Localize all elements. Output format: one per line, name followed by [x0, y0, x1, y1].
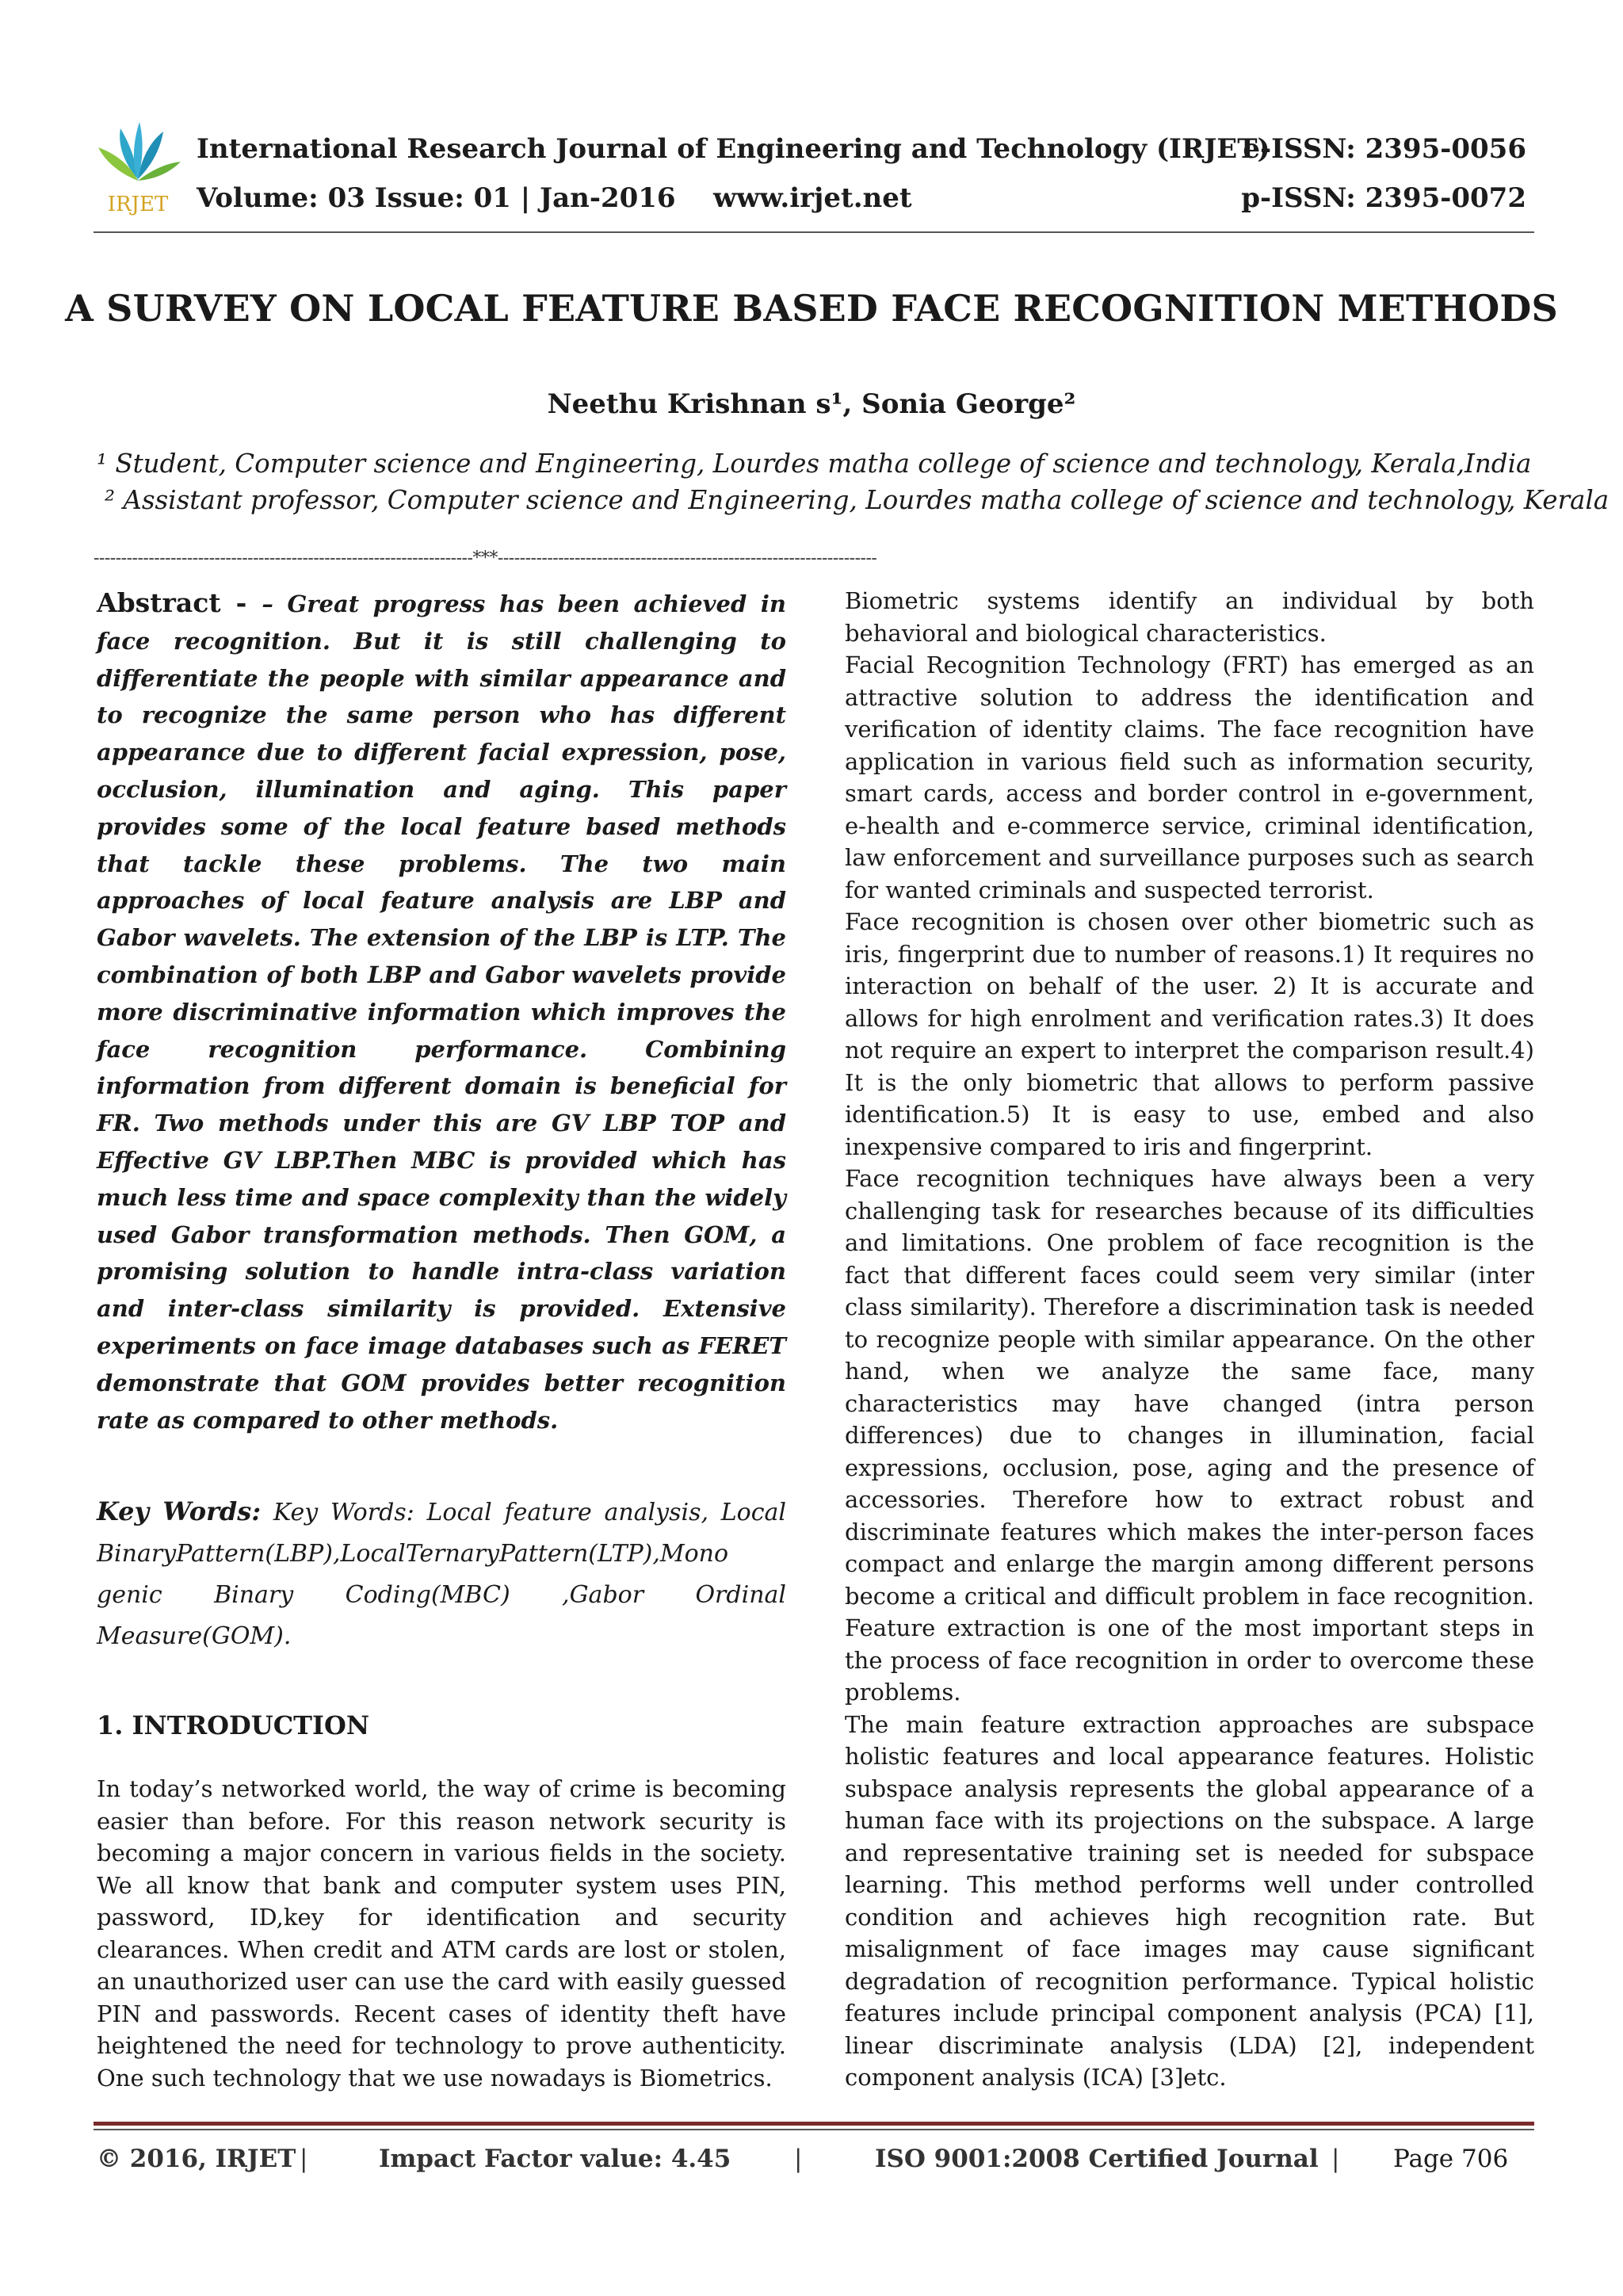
- journal-name: International Research Journal of Engineering and Technology (IRJET): [197, 133, 1270, 165]
- body-paragraph-3: Face recognition is chosen over other biometric such as iris, fingerprint due to number of reasons.1) It requires no interaction on behalf of the user. 2) It is accurate and allows for high enrolment and verification rates.3) It does not require an expert to interpret the comparison result.4) It is the only biometric that allows to perform passive identification.5) It is easy to use, embed and also inexpensive compared to iris and fingerprint.: [845, 908, 1534, 1160]
- right-column: [845, 585, 1534, 2094]
- volume-issue: Volume: 03 Issue: 01 | Jan-2016: [197, 182, 676, 214]
- footer-rule-thick: [94, 2122, 1534, 2126]
- body-paragraph-5: The main feature extraction approaches are subspace holistic features and local appearance features. Holistic subspace analysis represents the global appearance of a human face with its projections on the subspace. A large and representative training set is needed for subspace learning. This method performs well under controlled condition and achieves high recognition rate. But misalignment of face images may cause significant degradation of recognition performance. Typical holistic features include principal component analysis (PCA) [1], linear discriminate analysis (LDA) [2], independent component analysis (ICA) [3]etc.: [845, 1710, 1534, 2091]
- footer-rule-thin: [94, 2129, 1534, 2130]
- footer-divider: |: [1331, 2145, 1340, 2173]
- left-column: [97, 585, 786, 2094]
- footer-impact-factor: Impact Factor value: 4.45: [379, 2145, 731, 2173]
- logo-leaves-icon: [98, 122, 181, 181]
- abstract-text: – Great progress has been achieved in face recognition. But it is still challenging to differentiate the people with similar appearance and to recognize the same person who has different appearance due to different facial expression, pose, occlusion, illumination and aging. This paper provides some of the local feature based methods that tackle these problems. The two main approaches of local feature analysis are LBP and Gabor wavelets. The extension of the LBP is LTP. The combination of both LBP and Gabor wavelets provide more discriminative information which improves the face recognition performance. Combining information from different domain is beneficial for FR. Two methods under this are GV LBP TOP and Effective GV LBP.Then MBC is provided which has much less time and space complexity than the widely used Gabor transformation methods. Then GOM, a promising solution to handle intra-class variation and inter-class similarity is provided. Extensive experiments on face image databases such as FERET demonstrate that GOM provides better recognition rate as compared to other methods.: [97, 590, 786, 1434]
- journal-website-link[interactable]: www.irjet.net: [713, 182, 912, 214]
- e-issn: e-ISSN: 2395-0056: [1243, 133, 1526, 165]
- author-list: Neethu Krishnan s¹, Sonia George²: [547, 388, 1076, 420]
- footer-divider: |: [794, 2145, 803, 2173]
- irjet-logo: [94, 117, 182, 216]
- keywords-label: Key Words:: [97, 1496, 262, 1527]
- paper-title: A SURVEY ON LOCAL FEATURE BASED FACE RECOGNITION METHODS: [65, 287, 1558, 330]
- body-paragraph-4: Face recognition techniques have always been a very challenging task for researches because of its difficulties and limitations. One problem of face recognition is the fact that different faces could seem very similar (inter class similarity). Therefore a discrimination task is needed to recognize people with similar appearance. On the other hand, when we analyze the same face, many characteristics may have changed (intra person differences) due to changes in illumination, facial expressions, occlusion, pose, aging and the presence of accessories. Therefore how to extract robust and discriminate features which makes the inter-person faces compact and enlarge the margin among different persons become a critical and difficult problem in face recognition. Feature extraction is one of the most important steps in the process of face recognition in order to overcome these problems.: [845, 1165, 1534, 1706]
- body-paragraph-2: Facial Recognition Technology (FRT) has emerged as an attractive solution to address the identification and verification of identity claims. The face recognition have application in various field such as information security, smart cards, access and border control in e-government, e-health and e-commerce service, criminal identification, law enforcement and surveillance purposes such as search for wanted criminals and suspected terrorist.: [845, 651, 1534, 904]
- p-issn: p-ISSN: 2395-0072: [1241, 182, 1526, 214]
- body-paragraph-1: Biometric systems identify an individual by both behavioral and biological characteristics.: [845, 587, 1534, 647]
- page-number: Page 706: [1393, 2145, 1509, 2173]
- logo-text: IRJET: [107, 193, 169, 216]
- affiliation-1: ¹ Student, Computer science and Engineering, Lourdes matha college of science and technology, Kerala,India: [97, 449, 1532, 479]
- section-separator: ---------------------------------------------------------------------***---------------------------------------------------------------------: [94, 550, 877, 567]
- footer-divider: |: [300, 2145, 308, 2173]
- abstract: [97, 585, 786, 1438]
- section-heading-introduction: 1. INTRODUCTION: [97, 1710, 370, 1741]
- intro-paragraph: In today’s networked world, the way of crime is becoming easier than before. For this reason network security is becoming a major concern in various fields in the society. We all know that bank and computer system uses PIN, password, ID,key for identification and security clearances. When credit and ATM cards are lost or stolen, an unauthorized user can use the card with easily guessed PIN and passwords. Recent cases of identity theft have heightened the need for technology to prove authenticity. One such technology that we use nowadays is Biometrics.: [97, 1775, 786, 2092]
- keywords-text: Key Words: Local feature analysis, Local BinaryPattern(LBP),LocalTernaryPattern(LTP),Mono genic Binary Coding(MBC) ,Gabor Ordinal Measure(GOM).: [97, 1499, 786, 1651]
- affiliation-2: ² Assistant professor, Computer science and Engineering, Lourdes matha college of science and technology, Kerala: [105, 485, 1610, 515]
- header-divider: [94, 231, 1534, 233]
- keywords: [97, 1491, 786, 1657]
- footer-iso: ISO 9001:2008 Certified Journal: [875, 2145, 1319, 2173]
- abstract-label: Abstract -: [97, 587, 262, 618]
- footer-copyright: © 2016, IRJET: [97, 2145, 296, 2173]
